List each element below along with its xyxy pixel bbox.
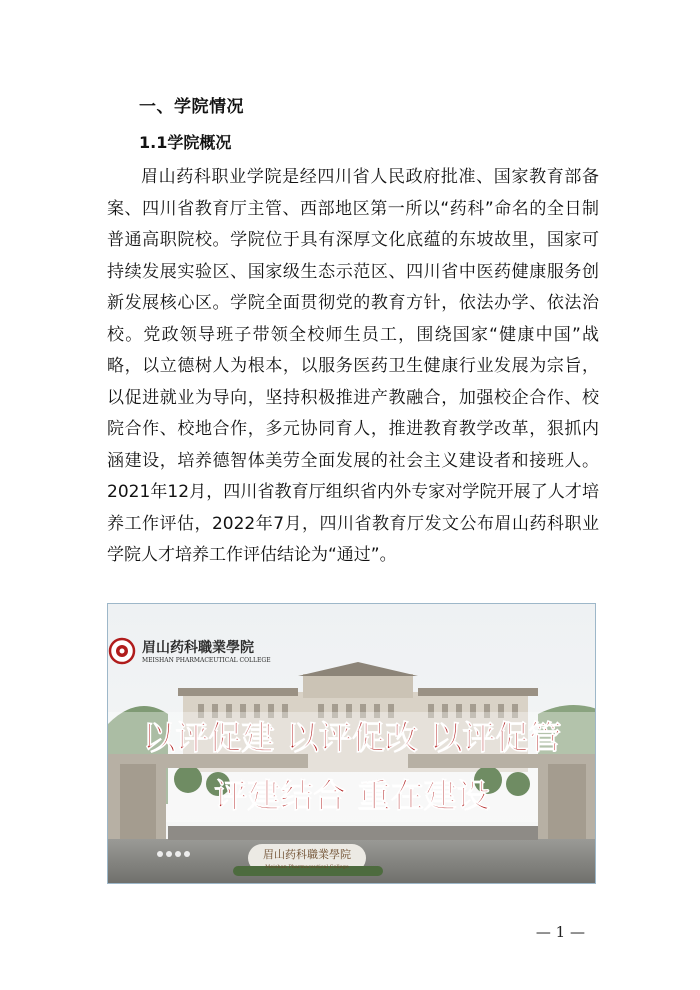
gate-sign-cn: 眉山药科職業學院 — [263, 848, 351, 861]
page-number: — 1 — — [535, 923, 585, 941]
slogan-line-2: 评建结合 重在建设 — [214, 776, 490, 815]
section-subheading: 1.1学院概况 — [139, 133, 232, 152]
campus-photo — [107, 603, 596, 884]
college-name-en: MEISHAN PHARMACEUTICAL COLLEGE — [142, 657, 271, 664]
college-logo-icon — [110, 639, 134, 663]
slogan-line-1: 以评促建 以评促改 以评促管 — [142, 718, 562, 757]
college-name-cn: 眉山药科職業學院 — [142, 640, 254, 656]
body-paragraph: 眉山药科职业学院是经四川省人民政府批准、国家教育部备案、四川省教育厅主管、西部地区第一所以“药科”命名的全日制普通高职院校。学院位于具有深厚文化底蕴的东坡故里，国家可持续发展实验区、国家级生态示范区、四川省中医药健康服务创新发展核心区。学院全面贯彻党的教育方针，依法办学、依法治校。党政领导班子带领全校师生员工，围绕国家“健康中国”战略，以立德树人为根本，以服务医药卫生健康行业发展为宗旨，以促进就业为导向，坚持积极推进产教融合，加强校企合作、校院合作、校地合作，多元协同育人，推进教育教学改革，狠抓内涵建设，培养德智体美劳全面发展的社会主义建设者和接班人。2021年12月，四川省教育厅组织省内外专家对学院开展了人才培养工作评估，2022年7月，四川省教育厅发文公布眉山药科职业学院人才培养工作评估结论为“通过”。 — [107, 167, 599, 565]
gate-sign-en: Meishan Pharmaceutical College — [265, 864, 349, 870]
section-heading: 一、学院情况 — [139, 97, 244, 117]
